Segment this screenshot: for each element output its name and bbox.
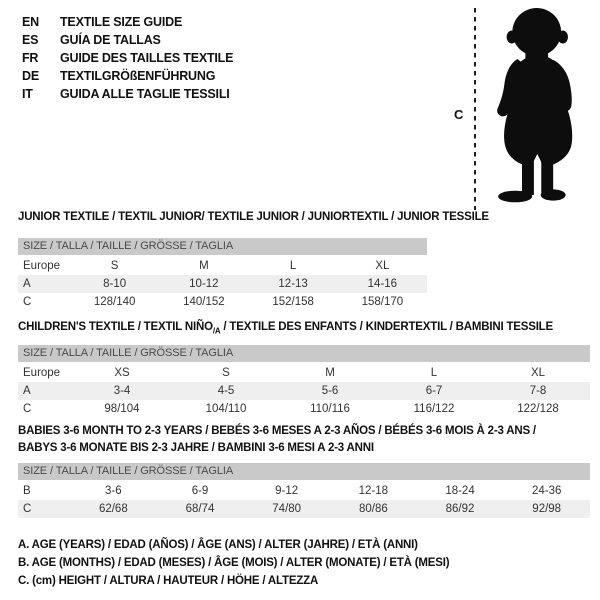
row-label: C [23,503,32,515]
language-code: EN [22,15,39,29]
height-measure-label: C [454,107,464,122]
table-cell: 104/110 [205,403,247,415]
table-cell: XL [375,260,390,272]
language-row [22,13,233,31]
row-label: Europe [23,260,61,272]
junior-table-title: JUNIOR TEXTILE / TEXTIL JUNIOR/ TEXTILE JUNIOR / JUNIORTEXTIL / JUNIOR TESSILE [18,211,489,223]
table-cell: L [289,260,297,272]
junior-size-table [18,238,427,311]
table-cell: 10-12 [189,278,219,290]
table-cell: 5-6 [321,385,339,397]
table-cell: 92/98 [532,503,562,515]
table-row [18,500,590,518]
title-line: BABYS 3-6 MONATE BIS 2-3 JAHRE / BAMBINI 3-6 MESI A 2-3 ANNI [18,442,374,454]
table-cell: 152/158 [272,296,314,308]
table-cell: 3-6 [105,485,122,497]
row-label: A [23,278,31,290]
table-cell: 7-8 [529,385,547,397]
table-cell: 74/80 [272,503,302,515]
language-code: ES [22,33,39,47]
table-cell: M [199,260,209,272]
table-row [18,400,590,418]
table-cell: 122/128 [517,403,559,415]
table-cell: 80/86 [358,503,388,515]
language-list [22,13,233,103]
row-label: A [23,385,31,397]
table-cell: XS [114,367,130,379]
table-row [18,293,427,311]
babies-size-table [18,463,590,518]
table-cell: 116/122 [413,403,455,415]
footnote-legend [18,536,449,590]
table-cell: 24-36 [531,485,562,497]
table-row [18,257,427,275]
table-cell: 110/116 [310,403,350,415]
table-cell: 98/104 [104,403,140,415]
table-row [18,482,590,500]
table-cell: S [110,260,119,272]
table-row [18,382,590,400]
language-code: DE [22,69,39,83]
footnote-b: B. AGE (MONTHS) / EDAD (MESES) / ÂGE (MOIS) / ALTER (MONATE) / ETÀ (MESI) [18,557,450,569]
children-size-table [18,345,590,418]
language-code: FR [22,51,39,65]
table-row [18,275,427,293]
table-cell: 62/68 [98,503,128,515]
baby-silhouette-icon [480,5,598,211]
table-cell: 18-24 [445,485,475,497]
size-header-bar: SIZE / TALLA / TAILLE / GRÖSSE / TAGLIA [18,463,590,480]
table-cell: 6-9 [191,485,209,497]
row-label: B [23,485,31,497]
size-header-bar: SIZE / TALLA / TAILLE / GRÖSSE / TAGLIA [18,238,427,255]
table-cell: 14-16 [367,278,398,290]
table-cell: XL [530,367,546,379]
title-line: BABIES 3-6 MONTH TO 2-3 YEARS / BEBÉS 3-6 MESES A 2-3 AÑOS / BÉBÉS 3-6 MOIS À 2-3 ANS / [18,425,536,437]
title-text: / TEXTILE DES ENFANTS / KINDERTEXTIL / BAMBINI TESSILE [220,321,553,333]
language-label: TEXTILGRÖßENFÜHRUNG [60,69,216,83]
table-cell: 140/152 [183,296,225,308]
size-header-bar: SIZE / TALLA / TAILLE / GRÖSSE / TAGLIA [18,345,590,362]
table-cell: 158/170 [361,296,404,308]
language-label: TEXTILE SIZE GUIDE [60,15,183,29]
language-label: GUÍA DE TALLAS [60,33,161,47]
babies-table-title [18,423,536,457]
language-label: GUIDA ALLE TAGLIE TESSILI [60,87,230,101]
table-cell: 9-12 [275,485,299,497]
row-label: C [23,296,32,308]
title-subscript: /A [212,326,221,336]
children-table-title [18,319,553,339]
height-measure-line [474,8,476,210]
language-row [22,49,233,67]
table-cell: 4-5 [217,385,235,397]
footnote-a: A. AGE (YEARS) / EDAD (AÑOS) / ÂGE (ANS) / ALTER (JAHRE) / ETÀ (ANNI) [18,539,418,551]
language-code: IT [22,87,33,101]
row-label: Europe [23,367,61,379]
table-cell: 68/74 [185,503,215,515]
baby-figure [448,5,600,213]
table-cell: 12-18 [358,485,389,497]
language-label: GUIDE DES TAILLES TEXTILE [60,51,234,65]
table-cell: 3-4 [113,385,131,397]
title-text: CHILDREN'S TEXTILE / TEXTIL NIÑO [18,321,213,333]
table-cell: 128/140 [93,296,136,308]
table-cell: 6-7 [425,385,443,397]
table-cell: M [325,367,335,379]
language-row [22,67,233,85]
table-row [18,364,590,382]
language-row [22,31,233,49]
table-cell: S [222,367,230,379]
table-cell: 86/92 [445,503,475,515]
row-label: C [23,403,32,415]
language-row [22,85,233,103]
footnote-c: C. (cm) HEIGHT / ALTURA / HAUTEUR / HÖHE / ALTEZZA [18,575,319,587]
table-cell: 8-10 [103,278,127,290]
table-cell: L [430,367,438,379]
table-cell: 12-13 [278,278,308,290]
